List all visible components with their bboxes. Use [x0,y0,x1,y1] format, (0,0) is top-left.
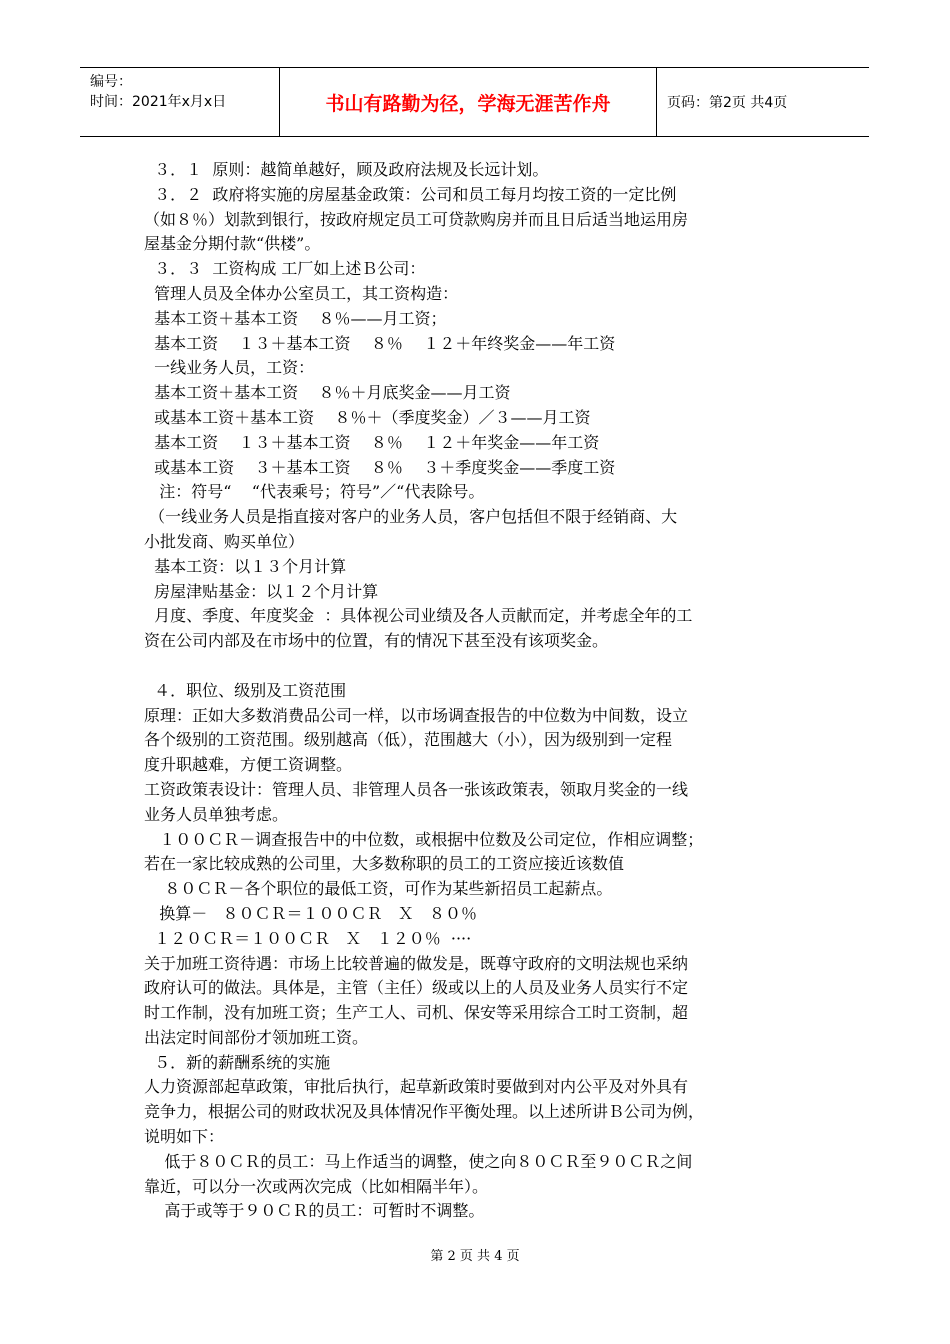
text-line: 注：符号“ “代表乘号；符号”／“代表除号。 [144,482,485,502]
text-line: 基本工资 １３＋基本工资 ８％ １２＋年终奖金——年工资 [144,333,616,353]
document-body [144,158,809,1224]
header-meta [80,68,280,136]
text-line: ３．２ 政府将实施的房屋基金政策：公司和员工每月均按工资的一定比例 [144,184,677,204]
header-motto: 书山有路勤为径，学海无涯苦作舟 [280,68,657,136]
text-line: 说明如下： [144,1127,225,1147]
text-line: 竞争力，根据公司的财政状况及具体情况作平衡处理。以上述所讲Ｂ公司为例， [144,1102,705,1122]
text-line: 基本工资：以１３个月计算 [144,556,347,576]
text-line: 关于加班工资待遇：市场上比较普遍的做发是，既尊守政府的文明法规也采纳 [144,953,689,973]
text-line: 或基本工资 ３＋基本工资 ８％ ３＋季度奖金——季度工资 [144,457,616,477]
text-line: 靠近，可以分一次或两次完成（比如相隔半年）。 [144,1176,489,1196]
text-line: 资在公司内部及在市场中的位置，有的情况下甚至没有该项奖金。 [144,631,609,651]
header-number-label: 编号： [90,74,132,90]
page-footer: 第 2 页 共 4 页 [430,1249,520,1264]
text-line: ３．１ 原则：越简单越好，顾及政府法规及长远计划。 [144,160,549,179]
text-line: （如８％）划款到银行，按政府规定员工可贷款购房并而且日后适当地运用房 [144,209,689,229]
text-line [144,654,809,679]
text-line: 人力资源部起草政策，审批后执行，起草新政策时要做到对内公平及对外具有 [144,1077,689,1097]
text-line: 月度、季度、年度奖金 ：具体视公司业绩及各人贡献而定，并考虑全年的工 [144,606,693,626]
text-line: （一线业务人员是指直接对客户的业务人员，客户包括但不限于经销商、大 [144,507,678,527]
text-line: ４．职位、级别及工资范围 [144,680,347,700]
text-line: 高于或等于９０ＣＲ的员工：可暂时不调整。 [144,1201,485,1221]
text-line: 业务人员单独考虑。 [144,804,289,824]
text-line: 房屋津贴基金：以１２个月计算 [144,581,379,601]
text-line: 换算－ ８０ＣＲ＝１００ＣＲ Ｘ ８０％ [144,903,478,923]
header-page-info: 页码：第2页 共4页 [667,95,788,111]
text-line: １００ＣＲ－调查报告中的中位数，或根据中位数及公司定位，作相应调整； [144,829,704,849]
text-line: 工资政策表设计：管理人员、非管理人员各一张该政策表，领取月奖金的一线 [144,779,689,799]
text-line: 出法定时间部份才领加班工资。 [144,1027,369,1047]
text-line: ３．３ 工资构成 工厂如上述Ｂ公司： [144,259,426,279]
text-line: 屋基金分期付款“供楼”。 [144,234,321,254]
text-line: 管理人员及全体办公室员工，其工资构造： [144,283,459,303]
text-line: 基本工资 １３＋基本工资 ８％ １２＋年奖金——年工资 [144,432,600,452]
text-line: 若在一家比较成熟的公司里，大多数称职的员工的工资应接近该数值 [144,854,625,874]
text-line: 时工作制，没有加班工资；生产工人、司机、保安等采用综合工时工资制，超 [144,1003,689,1023]
text-line: 基本工资＋基本工资 ８％＋月底奖金——月工资 [144,383,511,403]
text-line: 小批发商、购买单位） [144,531,305,551]
text-line: 原理：正如大多数消费品公司一样，以市场调查报告的中位数为中间数，设立 [144,705,689,725]
page-header [80,67,869,137]
text-line: 低于８０ＣＲ的员工：马上作适当的调整，使之向８０ＣＲ至９０ＣＲ之间 [144,1151,693,1171]
text-line: 各个级别的工资范围。级别越高（低），范围越大（小），因为级别到一定程 [144,730,673,750]
text-line: １２０ＣＲ＝１００ＣＲ Ｘ １２０％ ···· [144,928,472,948]
text-line: 或基本工资＋基本工资 ８％＋（季度奖金）／３——月工资 [144,407,591,427]
text-line: 度升职越难，方便工资调整。 [144,755,353,775]
text-line: ５．新的薪酬系统的实施 [144,1052,331,1072]
text-line: 政府认可的做法。具体是，主管（主任）级或以上的人员及业务人员实行不定 [144,978,689,998]
text-line: ８０ＣＲ－各个职位的最低工资，可作为某些新招员工起薪点。 [144,879,613,899]
header-date-label: 时间：2021年x月x日 [90,94,227,110]
text-line: 一线业务人员，工资： [144,358,315,378]
text-line: 基本工资＋基本工资 ８％——月工资； [144,308,447,328]
